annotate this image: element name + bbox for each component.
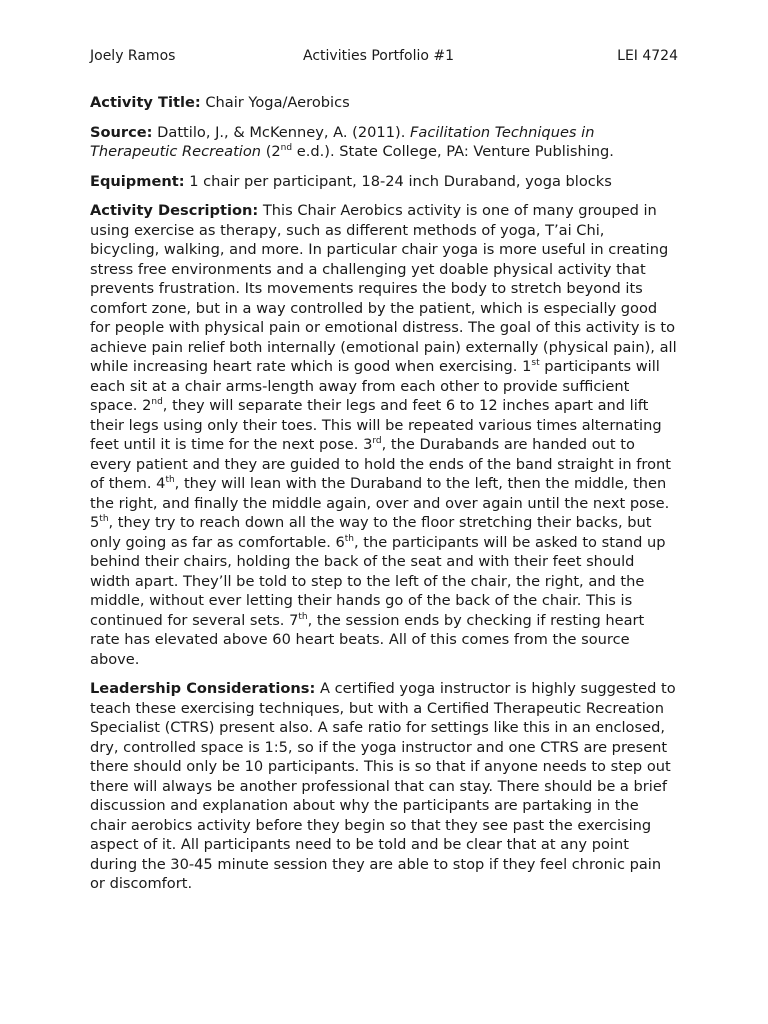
source-book-title: Facilitation Techniques in Therapeutic Recreation	[90, 123, 595, 160]
description-text-8: , the session ends by checking if resting heart rate has elevated above 60 heart beats. All of this comes from the source above.	[90, 611, 645, 668]
source-edition-sup: nd	[280, 143, 293, 154]
ordinal-6: th	[344, 533, 354, 544]
source-section	[90, 123, 678, 162]
description-text-5: , they will lean with the Duraband to the left, then the middle, then the right, and finally the middle again, over and over again until the next pose. 5	[90, 475, 670, 531]
ordinal-2: nd	[151, 397, 163, 408]
activity-title-section	[90, 93, 678, 113]
equipment-section	[90, 172, 678, 192]
ordinal-7: th	[298, 611, 308, 622]
portfolio-title: Activities Portfolio #1	[303, 48, 454, 64]
activity-title-value: Chair Yoga/Aerobics	[205, 94, 350, 111]
author-name: Joely Ramos	[90, 48, 176, 64]
description-text-3: , they will separate their legs and feet 6 to 12 inches apart and lift their legs using only their toes. This will be repeated various times alternating feet until it is time for the next pose. 3	[90, 397, 662, 453]
ordinal-5: th	[99, 514, 109, 525]
ordinal-4: th	[165, 475, 175, 486]
ordinal-1: st	[531, 358, 540, 369]
course-code: LEI 4724	[617, 48, 678, 64]
page-header	[90, 46, 678, 70]
source-label: Source:	[90, 123, 153, 141]
activity-title-label: Activity Title:	[90, 94, 201, 111]
leadership-text: A certified yoga instructor is highly suggested to teach these exercising techniques, but with a Certified Therapeutic Recreation Specialist (CTRS) present also. A safe ratio for settings like this in an enclosed, dry, controlled space is 1:5, so if the yoga instructor and one CTRS are present there should only be 10 participants. This is so that if anyone needs to step out there will always be another professional that can stay. There should be a brief discussion and explanation about why the participants are partaking in the chair aerobics activity before they begin so that they see past the exercising aspect of it. All participants need to be told and be clear that at any point during the 30-45 minute session they are able to stop if they feel chronic pain or discomfort.	[90, 680, 676, 892]
description-text-1: This Chair Aerobics activity is one of many grouped in using exercise as therapy, such as different methods of yoga, T’ai Chi, bicycling, walking, and more. In particular chair yoga is more useful in creating stress free environments and a challenging yet doable physical activity that prevents frustration. Its movements requires the body to stretch beyond its comfort zone, but in a way controlled by the patient, which is especially good for people with physical pain or emotional distress. The goal of this activity is to achieve pain relief both internally (emotional pain) externally (physical pain), all while increasing heart rate which is good when exercising. 1	[90, 202, 677, 375]
source-edition-rest: e.d.). State College, PA: Venture Publishing.	[296, 143, 614, 160]
leadership-section	[90, 679, 678, 894]
description-text-2: participants will each sit at a chair arms-length away from each other to provide sufficient space. 2	[90, 358, 660, 414]
equipment-label: Equipment:	[90, 172, 185, 190]
source-authors: Dattilo, J., & McKenney, A. (2011).	[157, 123, 406, 141]
source-edition-open: (2	[265, 143, 281, 160]
description-section	[90, 201, 678, 669]
description-label: Activity Description:	[90, 202, 259, 219]
description-text-4: , the Durabands are handed out to every patient and they are guided to hold the ends of the band straight in front of them. 4	[90, 436, 671, 492]
ordinal-3: rd	[372, 436, 382, 447]
leadership-label: Leadership Considerations:	[90, 680, 316, 697]
description-text-6: , they try to reach down all the way to the floor stretching their backs, but only going as far as comfortable. 6	[90, 514, 652, 551]
equipment-value: 1 chair per participant, 18-24 inch Duraband, yoga blocks	[189, 172, 612, 190]
description-text-7: , the participants will be asked to stand up behind their chairs, holding the back of the seat and with their feet should width apart. They’ll be told to step to the left of the chair, the right, and the middle, without ever letting their hands go of the back of the chair. This is continued for several sets. 7	[90, 533, 666, 629]
